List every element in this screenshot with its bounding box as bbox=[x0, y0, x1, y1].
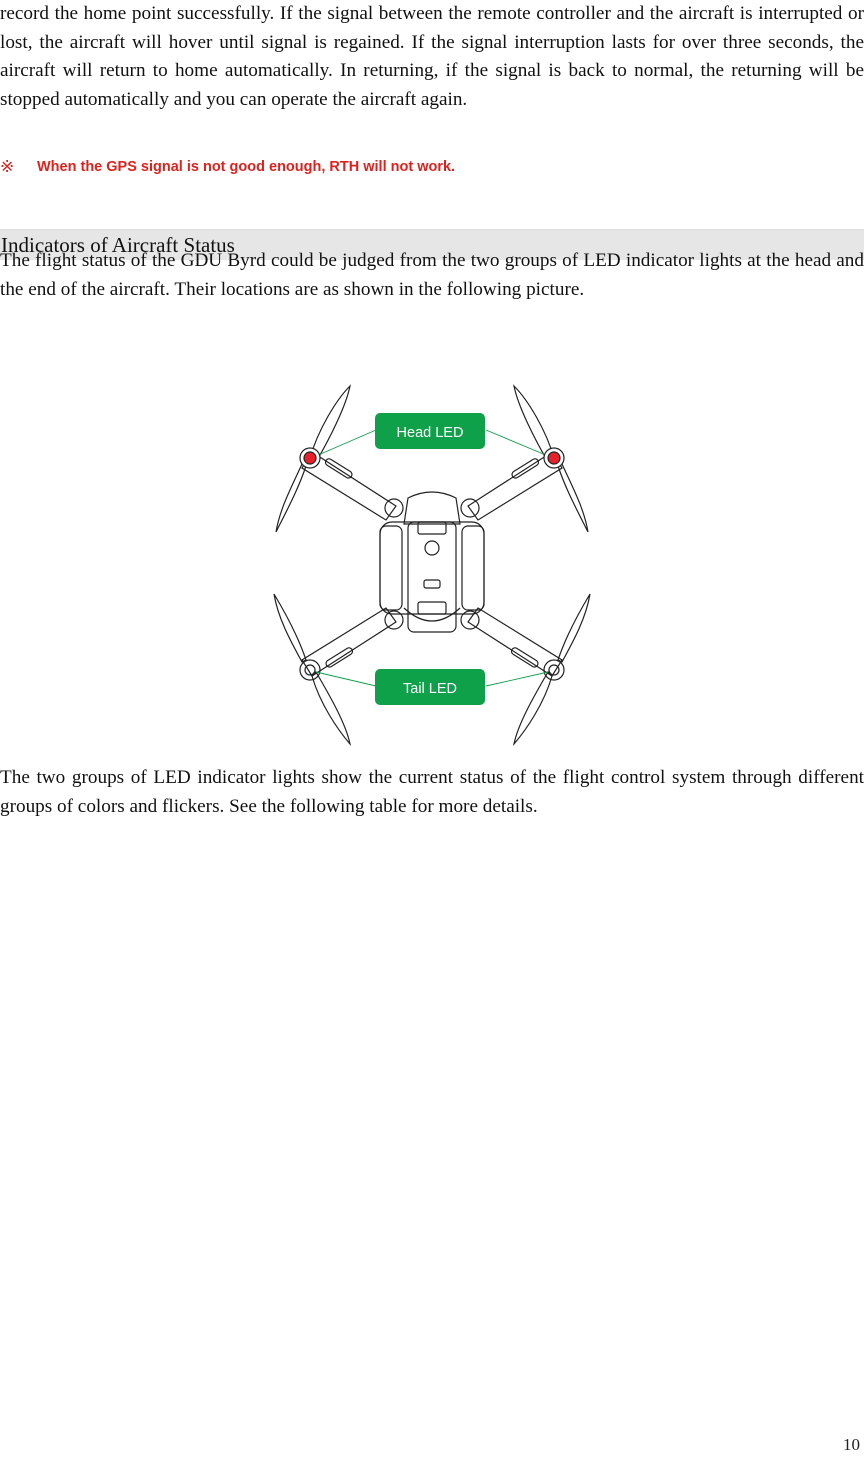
propeller-blade bbox=[276, 464, 306, 532]
side-panel-left bbox=[380, 526, 402, 610]
arm-end-hub bbox=[544, 660, 564, 680]
drone-led-diagram bbox=[268, 382, 596, 747]
gps-warning-note bbox=[0, 157, 864, 181]
arm-end-hub bbox=[300, 660, 320, 680]
body-top bbox=[404, 492, 460, 524]
propeller-blade bbox=[312, 672, 350, 744]
head-leader-line bbox=[316, 430, 376, 456]
page-number: 10 bbox=[843, 1435, 860, 1454]
battery-latch bbox=[424, 580, 440, 588]
drone-arm bbox=[302, 608, 396, 676]
head-led-left bbox=[304, 452, 316, 464]
propeller-blade bbox=[514, 672, 552, 744]
head-led-label: Head LED bbox=[396, 425, 464, 441]
battery-compartment bbox=[408, 522, 456, 632]
intro-paragraph: record the home point successfully. If the signal between the remote controller and the aircraft is interrupted or lost, the aircraft will hover until signal is regained. If the signal interruption lasts for over three seconds, the aircraft will return to home automatically. In returning, if the signal is back to normal, the returning will be stopped automatically and you can operate the aircraft again. bbox=[0, 3, 864, 110]
side-panel-right bbox=[462, 526, 484, 610]
reference-mark-icon: ※ bbox=[0, 157, 15, 176]
led-location-paragraph: The flight status of the GDU Byrd could be judged from the two groups of LED indicator lights at the head and the end of the aircraft. Their locations are as shown in the following picture. bbox=[0, 250, 864, 300]
drone-arm bbox=[468, 608, 562, 676]
tail-led-label: Tail LED bbox=[403, 681, 457, 697]
tail-connector bbox=[418, 602, 446, 614]
propeller-blade bbox=[274, 594, 306, 662]
head-leader-line bbox=[486, 430, 548, 456]
tail-leader-line bbox=[316, 672, 376, 686]
head-led-right bbox=[548, 452, 560, 464]
tail-leader-line bbox=[486, 672, 548, 686]
propeller-blade bbox=[558, 594, 590, 662]
drone-illustration bbox=[268, 382, 596, 747]
section-title: Indicators of Aircraft Status bbox=[1, 233, 235, 257]
camera-lens bbox=[425, 541, 439, 555]
propeller-blade bbox=[558, 464, 588, 532]
gps-warning-text: When the GPS signal is not good enough, RTH will not work. bbox=[37, 159, 456, 175]
drone-body bbox=[380, 522, 484, 614]
led-status-paragraph: The two groups of LED indicator lights show the current status of the flight control system through different groups of colors and flickers. See the following table for more details. bbox=[0, 767, 864, 817]
